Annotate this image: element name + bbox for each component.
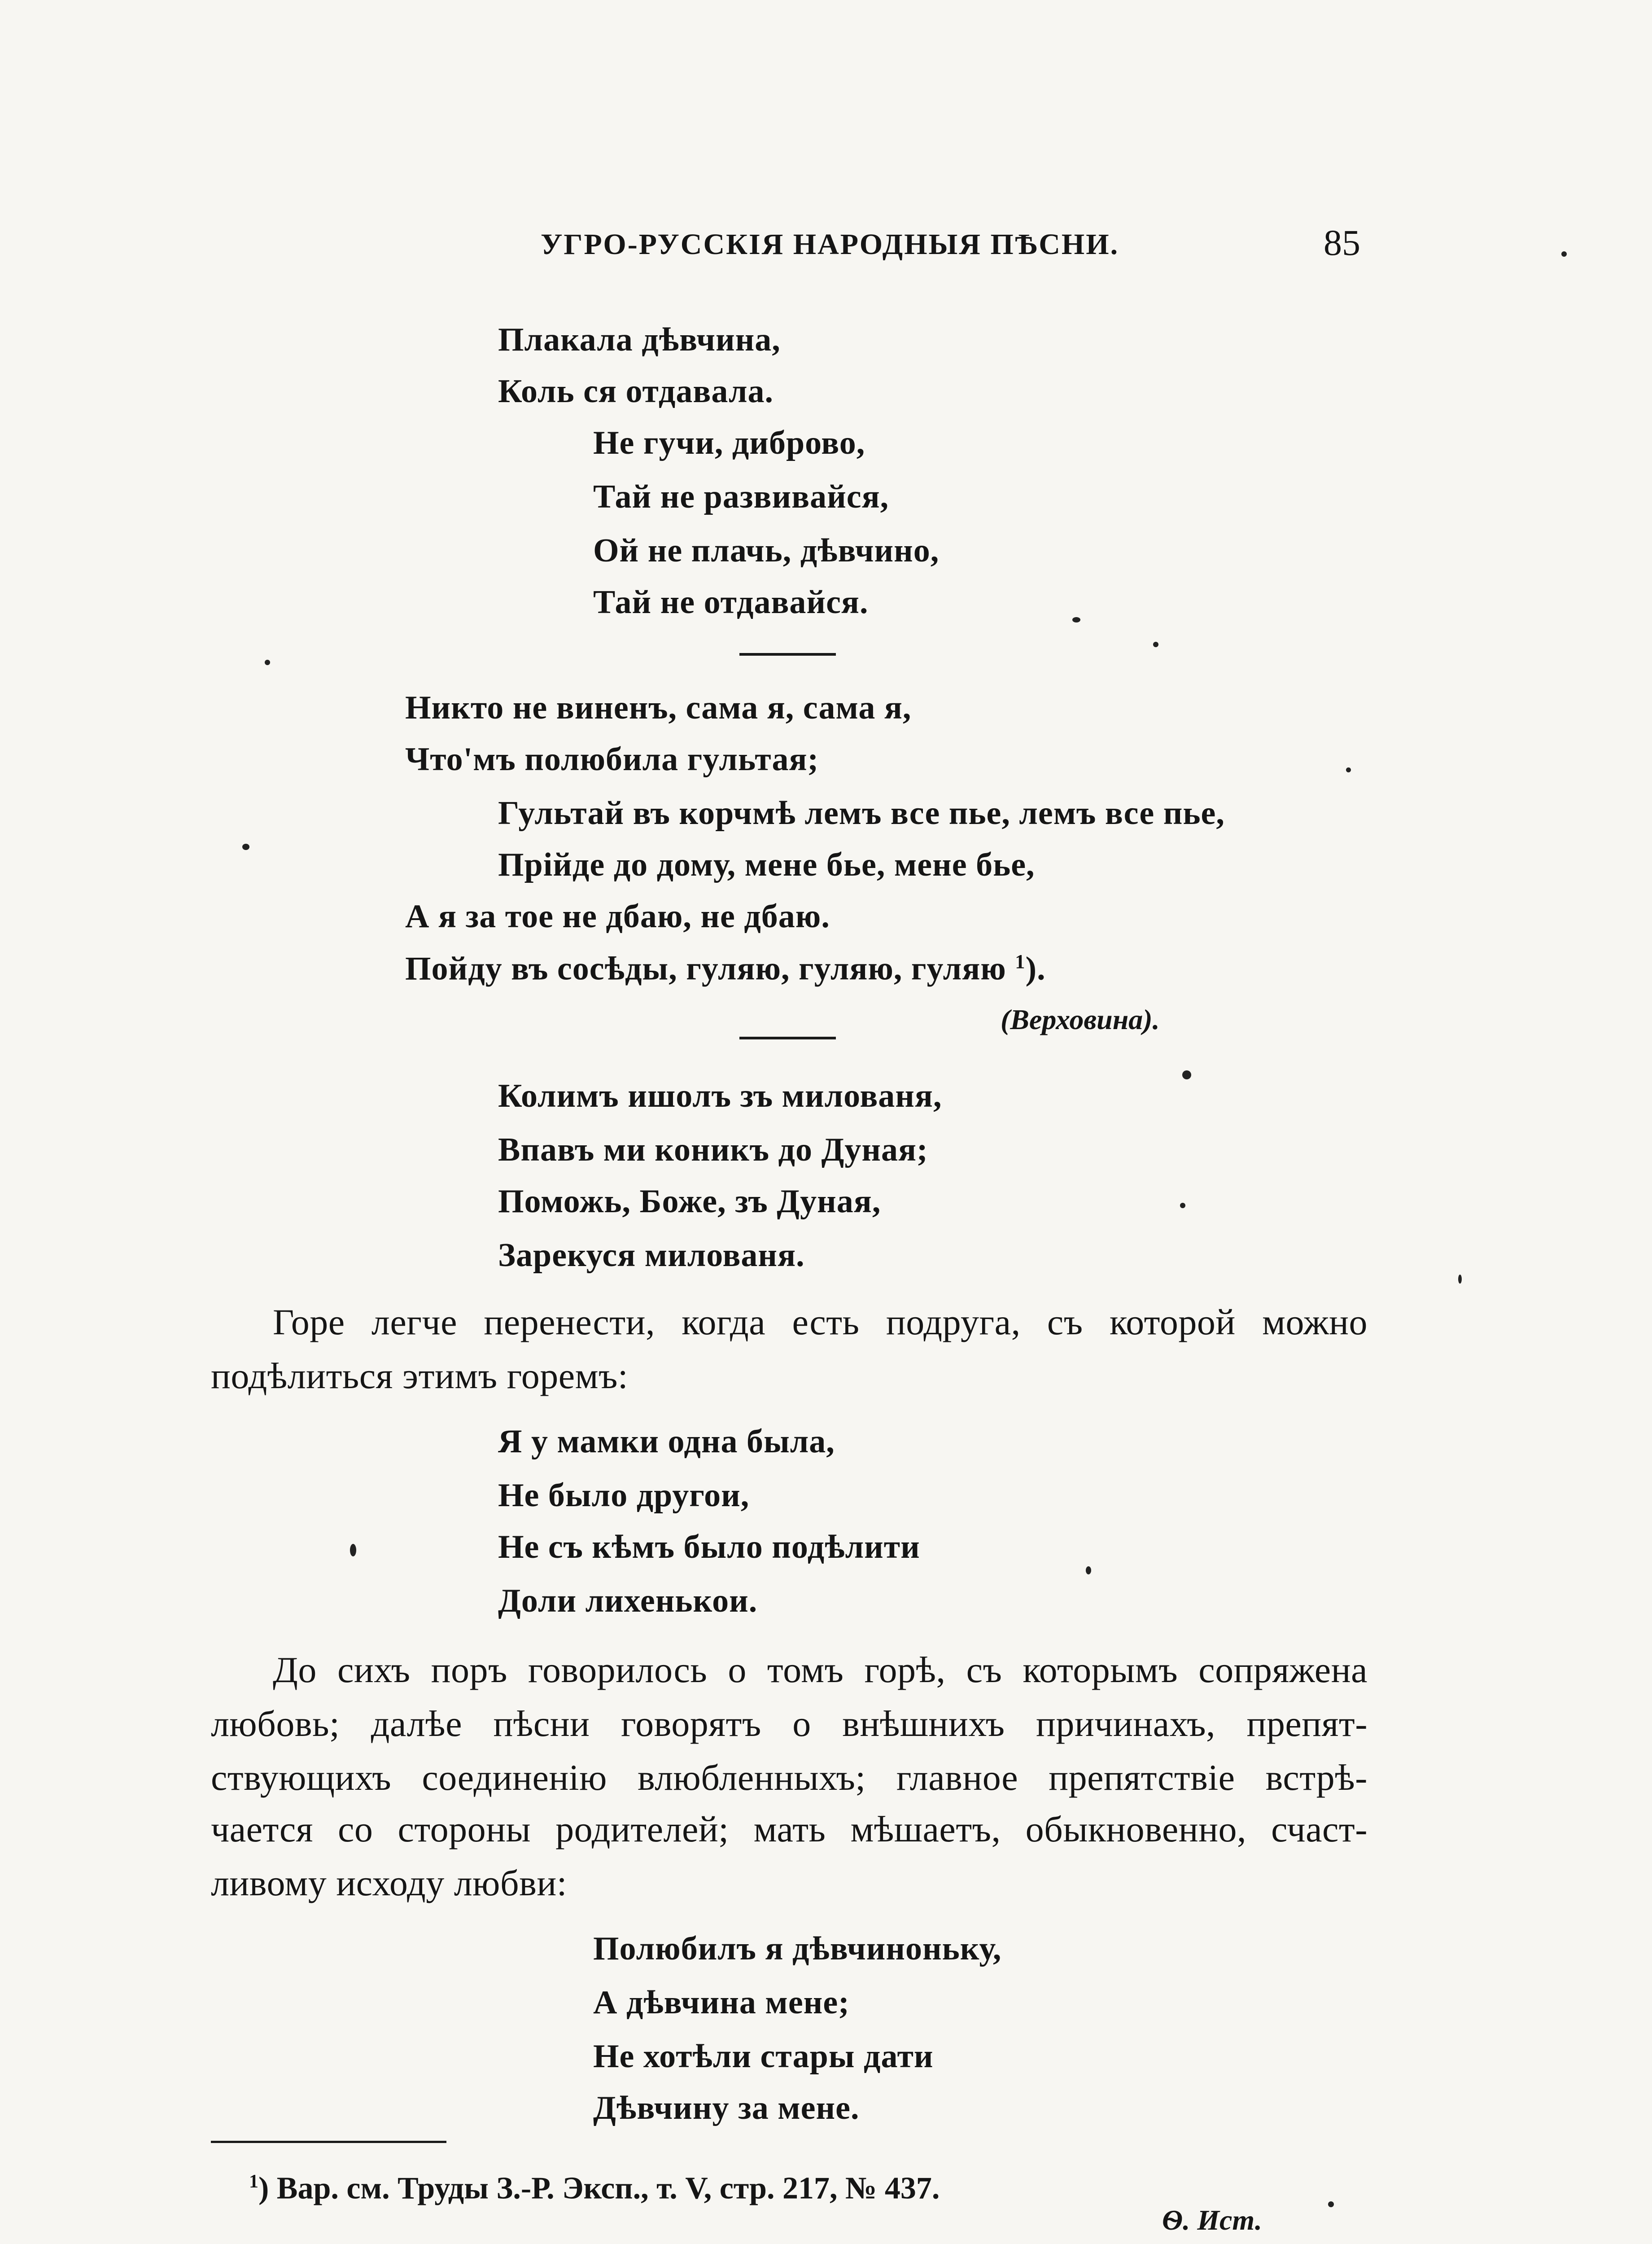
page-number: 85 — [1324, 222, 1360, 263]
verse-line: Тай не отдавайся. — [593, 584, 869, 621]
scan-speck — [1086, 1566, 1091, 1574]
scan-speck — [1153, 642, 1158, 647]
verse-line: Тай не развивайся, — [593, 478, 889, 515]
scan-speck — [1180, 1203, 1185, 1208]
prose-line: любовь; далѣе пѣсни говорятъ о внѣшнихъ причинахъ, препят- — [211, 1703, 1368, 1744]
scan-speck — [350, 1544, 356, 1556]
scan-speck — [1561, 251, 1567, 257]
verse-line: Плакала дѣвчина, — [498, 321, 781, 358]
prose-line: ливому исходу любви: — [211, 1863, 568, 1903]
prose-line: чается со стороны родителей; мать мѣшаетъ, обыкновенно, счаст- — [211, 1809, 1368, 1850]
verse-text: Пойду въ сосѣды, гуляю, гуляю, гуляю — [405, 950, 1006, 987]
verse-line: Зарекуся милованя. — [498, 1237, 805, 1274]
verse-line: Дѣвчину за мене. — [593, 2090, 860, 2126]
verse-line: Не было другои, — [498, 1477, 750, 1514]
prose-line: ствующихъ соединенію влюбленныхъ; главное препятствіе встрѣ- — [211, 1757, 1368, 1798]
verse-line: Не хотѣли стары дати — [593, 2038, 934, 2075]
song-source: (Верховина). — [1001, 1004, 1160, 1035]
verse-line: Доли лихенькои. — [498, 1582, 758, 1619]
scan-speck — [242, 844, 249, 850]
verse-line: Никто не виненъ, сама я, сама я, — [405, 689, 912, 726]
footnote-text: ) Вар. см. Труды З.-Р. Эксп., т. V, стр. 217, № 437. — [258, 2171, 940, 2206]
footnote-rule — [211, 2141, 446, 2143]
prose-line: До сихъ поръ говорилось о томъ горѣ, съ которымъ сопряжена — [273, 1649, 1368, 1690]
verse-line: Гультай въ корчмѣ лемъ все пье, лемъ все пье, — [498, 795, 1225, 832]
footnote — [249, 2172, 940, 2204]
section-divider — [739, 653, 836, 656]
verse-line: Впавъ ми коникъ до Дуная; — [498, 1131, 928, 1168]
verse-line: Полюбилъ я дѣвчиноньку, — [593, 1930, 1002, 1967]
verse-line: А дѣвчина мене; — [593, 1984, 850, 2021]
verse-line: Не гучи, диброво, — [593, 425, 865, 461]
scan-speck — [1346, 767, 1351, 772]
verse-line: Не съ кѣмъ было подѣлити — [498, 1529, 920, 1565]
verse-line: Что'мъ полюбила гультая; — [405, 741, 819, 778]
verse-line: Ой не плачь, дѣвчино, — [593, 532, 940, 569]
verse-line: Колимъ ишолъ зъ милованя, — [498, 1078, 942, 1114]
verse-line: Поможь, Боже, зъ Дуная, — [498, 1183, 881, 1220]
running-title: УГРО-РУССКІЯ НАРОДНЫЯ ПѢСНИ. — [541, 228, 1119, 261]
verse-line — [405, 951, 1046, 986]
scan-speck — [1458, 1275, 1462, 1284]
verse-line: Коль ся отдавала. — [498, 373, 774, 410]
signature: Ѳ. Ист. — [1162, 2204, 1262, 2236]
prose-line: подѣлиться этимъ горемъ: — [211, 1355, 629, 1396]
scan-speck — [1072, 617, 1080, 622]
scan-speck — [1182, 1070, 1191, 1079]
verse-end: ). — [1025, 950, 1046, 987]
verse-line: Я у мамки одна была, — [498, 1423, 835, 1460]
verse-line: А я за тое не дбаю, не дбаю. — [405, 898, 830, 935]
scan-speck — [1328, 2201, 1334, 2207]
prose-line: Горе легче перенести, когда есть подруга, съ которой можно — [273, 1302, 1368, 1342]
verse-line: Прійде до дому, мене бье, мене бье, — [498, 846, 1035, 883]
footnote-reference: 1 — [1015, 950, 1026, 973]
scan-speck — [265, 660, 270, 665]
footnote-marker: 1 — [249, 2171, 258, 2192]
section-divider — [739, 1037, 836, 1039]
